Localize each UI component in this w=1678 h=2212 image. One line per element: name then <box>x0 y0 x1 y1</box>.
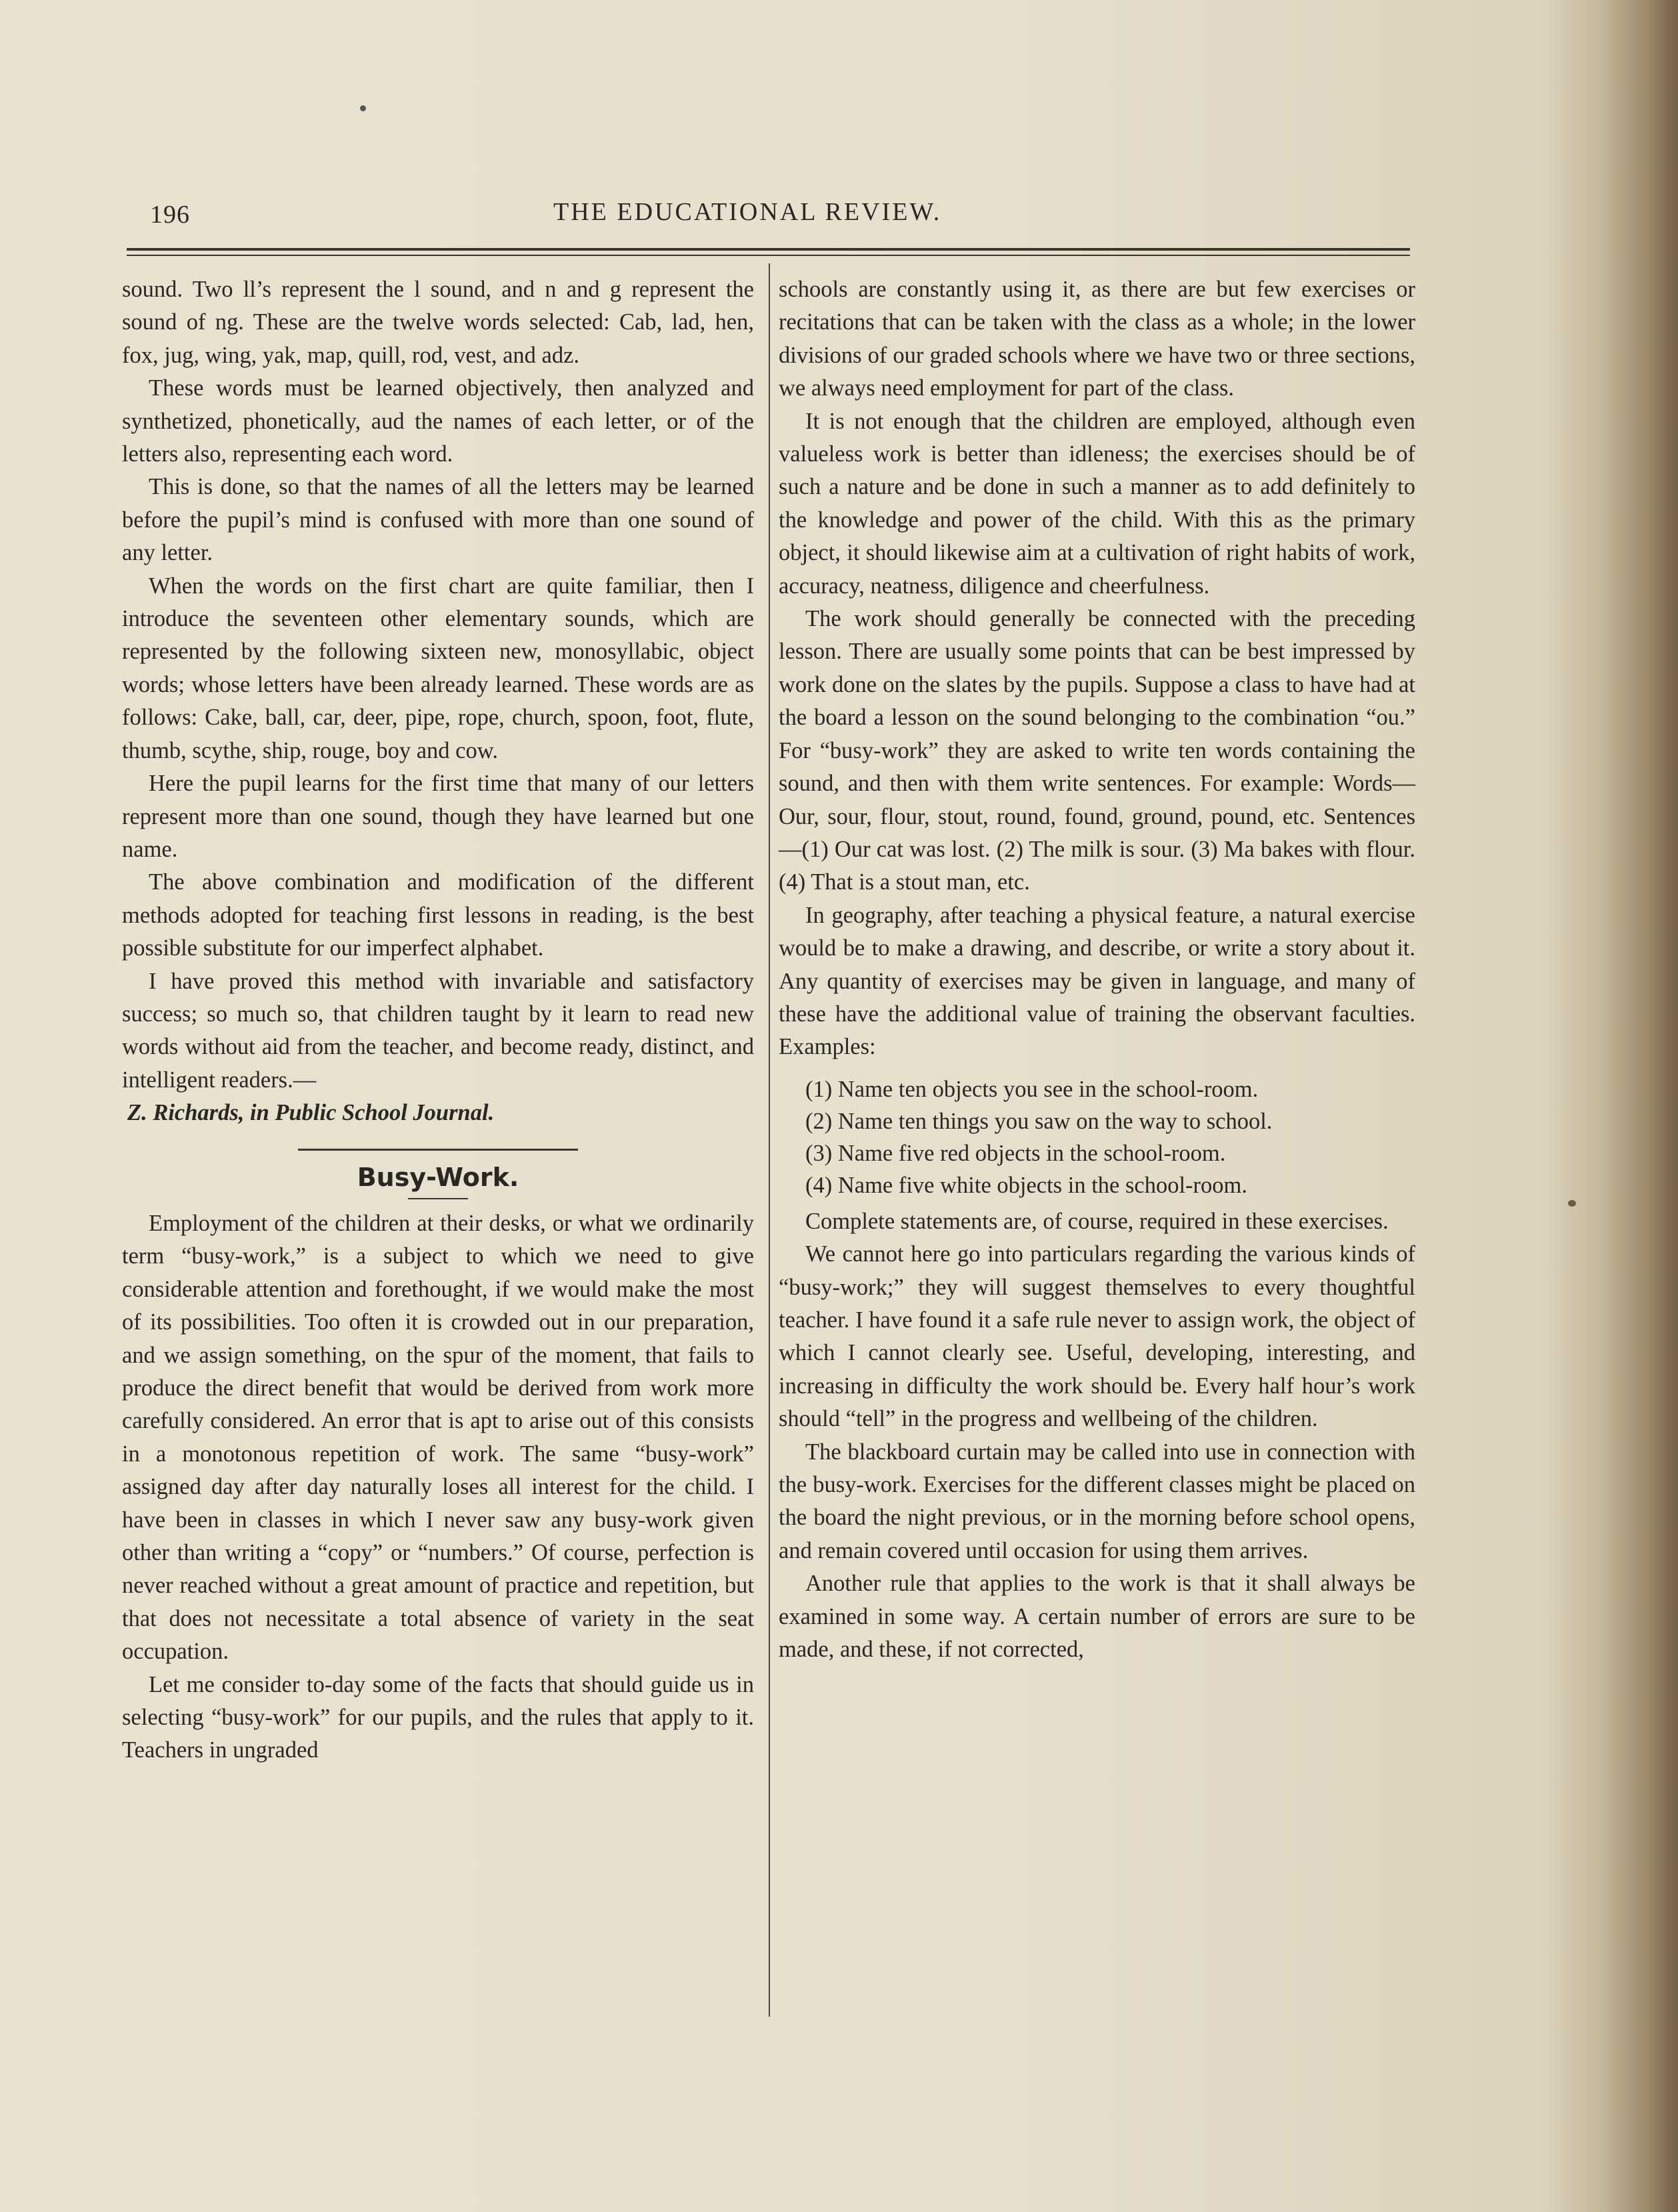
page-number: 196 <box>150 201 190 229</box>
paragraph: schools are constantly using it, as there are but few exercises or recitations that can be taken with the class as a whole; in the lower divisions of our graded schools where we have two or three sections, we always need employment for part of the class. <box>779 277 1415 401</box>
paper-speck <box>360 105 366 111</box>
attribution: Z. Richards, in Public School Journal. <box>127 1100 495 1126</box>
column-divider <box>769 263 770 2017</box>
paragraph: Another rule that applies to the work is that it shall always be examined in some way. A certain number of errors are sure to be made, and these, if not corrected, <box>779 1571 1415 1663</box>
paragraph: The work should generally be connected with the preceding lesson. There are usually some points that can be best impressed by work done on the slates by the pupils. Suppose a class to have had at the board a lesson on the sound belonging to the combination “ou.” For “busy-work” they are asked to write ten words containing the sound, and then with them write sentences. For example: Words—Our, sour, flour, stout, round, found, ground, pound, etc. Sentences—(1) Our cat was lost. (2) The milk is sour. (3) Ma bakes with flour. (4) That is a stout man, etc. <box>779 606 1415 895</box>
paragraph: sound. Two ll’s represent the l sound, and n and g represent the sound of ng. These are the twelve words selected: Cab, lad, hen, fox, jug, wing, yak, map, quill, rod, vest, and adz. <box>122 277 754 368</box>
list-item: (4) Name five white objects in the school-room. <box>805 1172 1247 1198</box>
paragraph: We cannot here go into particulars regarding the various kinds of “busy-work;” they will suggest themselves to every thoughtful teacher. I have found it a safe rule never to assign work, the object of which I cannot clearly see. Useful, developing, interesting, and increasing in difficulty the work should be. Every half hour’s work should “tell” in the progress and wellbeing of the children. <box>779 1241 1415 1432</box>
list-item: (2) Name ten things you saw on the way to school. <box>805 1108 1273 1134</box>
running-head: THE EDUCATIONAL REVIEW. <box>553 198 942 226</box>
examples-list <box>779 1073 1415 1201</box>
paper-speck <box>1568 1200 1576 1207</box>
section-divider <box>298 1149 578 1151</box>
section-title: Busy-Work. <box>357 1162 519 1192</box>
title-underline <box>408 1198 468 1199</box>
paragraph: The above combination and modification of the different methods adopted for teaching first lessons in reading, is the best possible substitute for our imperfect alphabet. <box>122 869 754 961</box>
header-rule <box>127 248 1410 251</box>
paragraph: This is done, so that the names of all the letters may be learned before the pupil’s mind is confused with more than one sound of any letter. <box>122 474 754 566</box>
paragraph: Here the pupil learns for the first time that many of our letters represent more than one sound, though they have learned but one name. <box>122 771 754 862</box>
left-column <box>122 273 754 1767</box>
paragraph: The blackboard curtain may be called into use in connection with the busy-work. Exercises for the different classes might be placed on the board the night previous, or in the morning before school opens, and remain covered until occasion for using them arrives. <box>779 1439 1415 1563</box>
paragraph: Let me consider to-day some of the facts that should guide us in selecting “busy-work” for our pupils, and the rules that apply to it. Teachers in ungraded <box>122 1671 754 1763</box>
header-rule-thin <box>127 255 1410 256</box>
right-column <box>779 273 1415 1666</box>
paragraph: Employment of the children at their desks, or what we ordinarily term “busy-work,” is a subject to which we need to give considerable attention and forethought, if we would make the most of its possibilities. Too often it is crowded out in our preparation, and we assign something, on the spur of the moment, that fails to produce the direct benefit that would be derived from work more carefully considered. An error that is apt to arise out of this consists in a monotonous repetition of work. The same “busy-work” assigned day after day naturally loses all interest for the child. I have been in classes in which I never saw any busy-work given other than writing a “copy” or “numbers.” Of course, perfection is never reached without a great amount of practice and repetition, but that does not necessitate a total absence of variety in the seat occupation. <box>122 1210 754 1665</box>
list-item: (1) Name ten objects you see in the school-room. <box>805 1076 1259 1102</box>
paragraph: I have proved this method with invariable and satisfactory success; so much so, that children taught by it learn to read new words without aid from the teacher, and become ready, distinct, and intelligent readers.— <box>122 968 754 1093</box>
page-edge-shadow <box>1605 0 1678 2212</box>
paragraph: Complete statements are, of course, required in these exercises. <box>805 1208 1389 1234</box>
paragraph: In geography, after teaching a physical feature, a natural exercise would be to make a drawing, and describe, or write a story about it. Any quantity of exercises may be given in language, and many of these have the additional value of training the observant faculties. Examples: <box>779 902 1415 1060</box>
paragraph: It is not enough that the children are employed, although even valueless work is better than idleness; the exercises should be of such a nature and be done in such a manner as to add definitely to the knowledge and power of the child. With this as the primary object, it should likewise aim at a cultivation of right habits of work, accuracy, neatness, diligence and cheerfulness. <box>779 408 1415 599</box>
paragraph: When the words on the first chart are quite familiar, then I introduce the seventeen other elementary sounds, which are represented by the following sixteen new, monosyllabic, object words; whose letters have been already learned. These words are as follows: Cake, ball, car, deer, pipe, rope, church, spoon, foot, flute, thumb, scythe, ship, rouge, boy and cow. <box>122 573 754 763</box>
paragraph: These words must be learned objectively, then analyzed and synthetized, phonetically, aud the names of each letter, or of the letters also, representing each word. <box>122 375 754 467</box>
list-item: (3) Name five red objects in the school-room. <box>805 1140 1226 1166</box>
